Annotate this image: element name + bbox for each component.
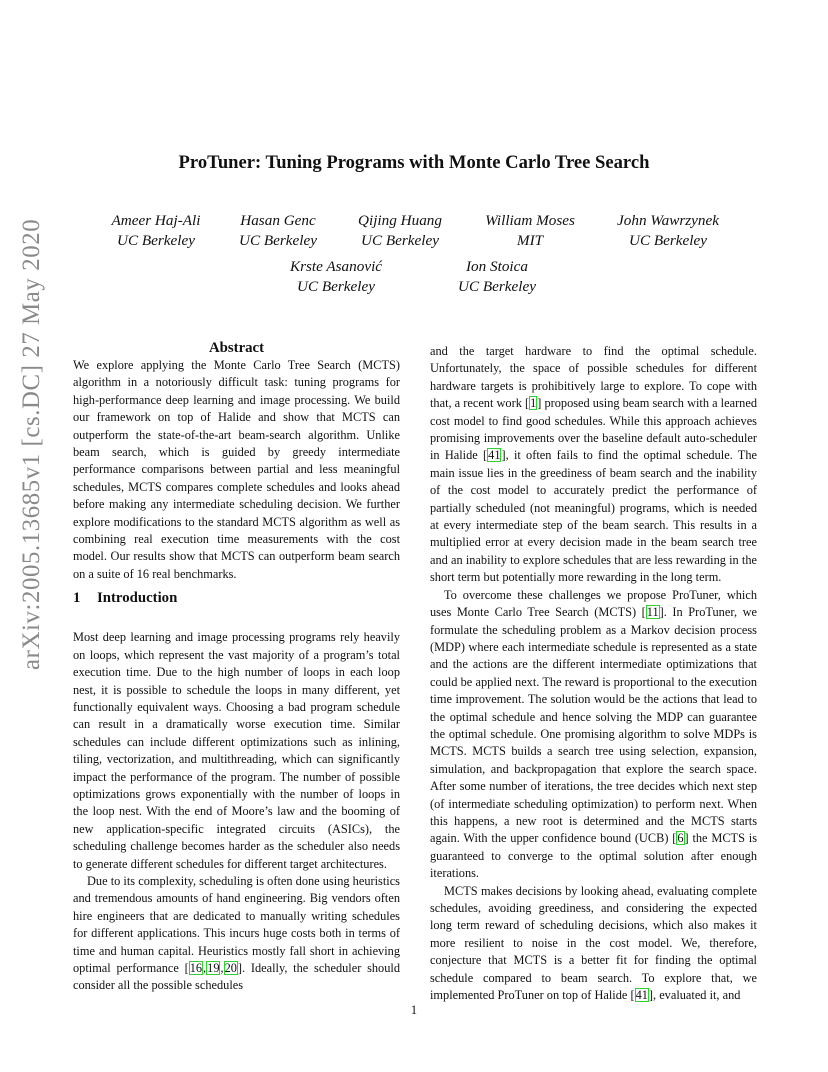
author-affiliation: UC Berkeley (628, 231, 707, 249)
author-affiliation: MIT (516, 231, 544, 249)
author-block (598, 211, 738, 250)
citation-link[interactable]: 11 (646, 605, 659, 620)
author-affiliation: UC Berkeley (116, 231, 195, 249)
citation-link[interactable]: 1 (530, 396, 537, 411)
author-name: Hasan Genc (240, 212, 316, 229)
page-number: 1 (410, 1003, 418, 1017)
section-title: Introduction (97, 590, 178, 606)
author-name: Ion Stoica (465, 258, 528, 275)
citation-link[interactable]: 19 (207, 961, 220, 975)
author-name: Krste Asanović (289, 258, 383, 275)
author-affiliation: UC Berkeley (457, 277, 536, 295)
abstract-heading: Abstract (208, 340, 265, 356)
author-block (266, 257, 406, 296)
paper-title: ProTuner: Tuning Programs with Monte Carlo Tree Search (178, 152, 650, 173)
citation-link[interactable]: 16 (189, 961, 203, 975)
section-number: 1 (73, 590, 81, 606)
author-name: William Moses (485, 212, 575, 229)
author-name: Ameer Haj-Ali (111, 212, 201, 229)
citation-link[interactable]: 20 (224, 961, 237, 975)
left-column (73, 357, 400, 995)
author-block (208, 211, 348, 250)
citation-link[interactable]: 41 (635, 988, 648, 1003)
author-block (460, 211, 600, 250)
author-affiliation: UC Berkeley (296, 277, 375, 295)
body-paragraph: To overcome these challenges we propose ProTuner, which uses Monte Carlo Tree Search (MCTS) [11]. In ProTuner, we formulate the scheduling problem as a Markov decision process (MDP) where each intermediate schedule is represented as a state and the actions are the different intermediate optimizations that could be applied next. The reward is proportional to the execution time improvement. The solution would be the actions that lead to the optimal schedule and hence solving the MDP can guarantee the optimal schedule. One promising algorithm to solve MDPs is MCTS. MCTS builds a search tree using selection, expansion, simulation, and backpropagation that explore the search space. After some number of iterations, the tree decides which next step (of intermediate scheduling optimization) to perform next. When this happens, a new root is determined and the MCTS starts again. With the upper confidence bound (UCB) [6] the MCTS is guaranteed to converge to the optimal solution after enough iterations. (430, 587, 757, 881)
author-block (427, 257, 567, 296)
intro-paragraph: Due to its complexity, scheduling is often done using heuristics and tremendous amounts of hand engineering. Big vendors often hire engineers that are dedicated to manually writing schedules for different applications. This incurs huge costs both in terms of time and human capital. Heuristics mostly fall short in achieving optimal performance [16,19,20]. Ideally, the scheduler should consider all the possible schedules (73, 873, 400, 993)
author-block (330, 211, 470, 250)
right-column (430, 343, 757, 1004)
author-affiliation: UC Berkeley (360, 231, 439, 249)
intro-paragraph: Most deep learning and image processing programs rely heavily on loops, which represent the vast majority of a program’s total execution time. Due to the high number of loops in each loop nest, it is possible to schedule the loops in many different, yet functionally equivalent ways. Choosing a bad program schedule can result in a dramatically worse execution time. Similar schedules can include different optimizations such as inlining, tiling, vectorization, and multithreading, which can significantly impact the performance of the program. The number of possible optimizations grows exponentially with the number of loops in the loop nest. With the end of Moore’s law and the booming of new application-specific integrated circuits (ASICs), the scheduling challenge becomes harder as the scheduler also needs to generate different schedules for different target architectures. (73, 630, 400, 871)
abstract-text: We explore applying the Monte Carlo Tree Search (MCTS) algorithm in a notoriously difficult task: tuning programs for high-performance deep learning and image processing. We build our framework on top of Halide and show that MCTS can outperform the state-of-the-art beam-search algorithm. Unlike beam search, which is guided by greedy intermediate performance comparisons between partial and less meaningful schedules, MCTS compares complete schedules and looks ahead before making any intermediate scheduling decision. We further explore modifications to the standard MCTS algorithm as well as combining real execution time measurements with the cost model. Our results show that MCTS can outperform beam search on a suite of 16 real benchmarks. (73, 358, 400, 581)
author-affiliation: UC Berkeley (238, 231, 317, 249)
body-paragraph: MCTS makes decisions by looking ahead, evaluating complete schedules, avoiding greediness, and considering the expected long term reward of scheduling decisions, which also makes it more resilient to noise in the cost model. We, therefore, conjecture that MCTS is a better fit for finding the optimal schedule compared to beam search. To explore that, we implemented ProTuner on top of Halide [41], evaluated it, and (430, 883, 757, 1003)
author-name: Qijing Huang (358, 212, 442, 229)
citation-link[interactable]: 41 (488, 448, 501, 463)
body-paragraph: and the target hardware to find the optimal schedule. Unfortunately, the space of possible schedules for different hardware targets is prohibitively large to explore. To cope with that, a recent work [1] proposed using beam search with a learned cost model to find good schedules. While this approach achieves promising improvements over the baseline default auto-scheduler in Halide [41], it often fails to find the optimal schedule. The main issue lies in the greediness of beam search and the inability of the cost model to accurately predict the performance of partially scheduled (not meaningful) programs, which is needed at every intermediate step of the beam search. This results in a multiplied error at every decision made in the beam search tree and an inability to explore schedules that are less rewarding in the short term but potentially more rewarding in the long term. (430, 344, 758, 585)
author-name: John Wawrzynek (617, 212, 719, 229)
author-block (86, 211, 226, 250)
section-heading (73, 590, 400, 607)
citation-link[interactable]: 6 (677, 831, 684, 846)
arxiv-identifier-stamp: arXiv:2005.13685v1 [cs.DC] 27 May 2020 (18, 218, 45, 670)
